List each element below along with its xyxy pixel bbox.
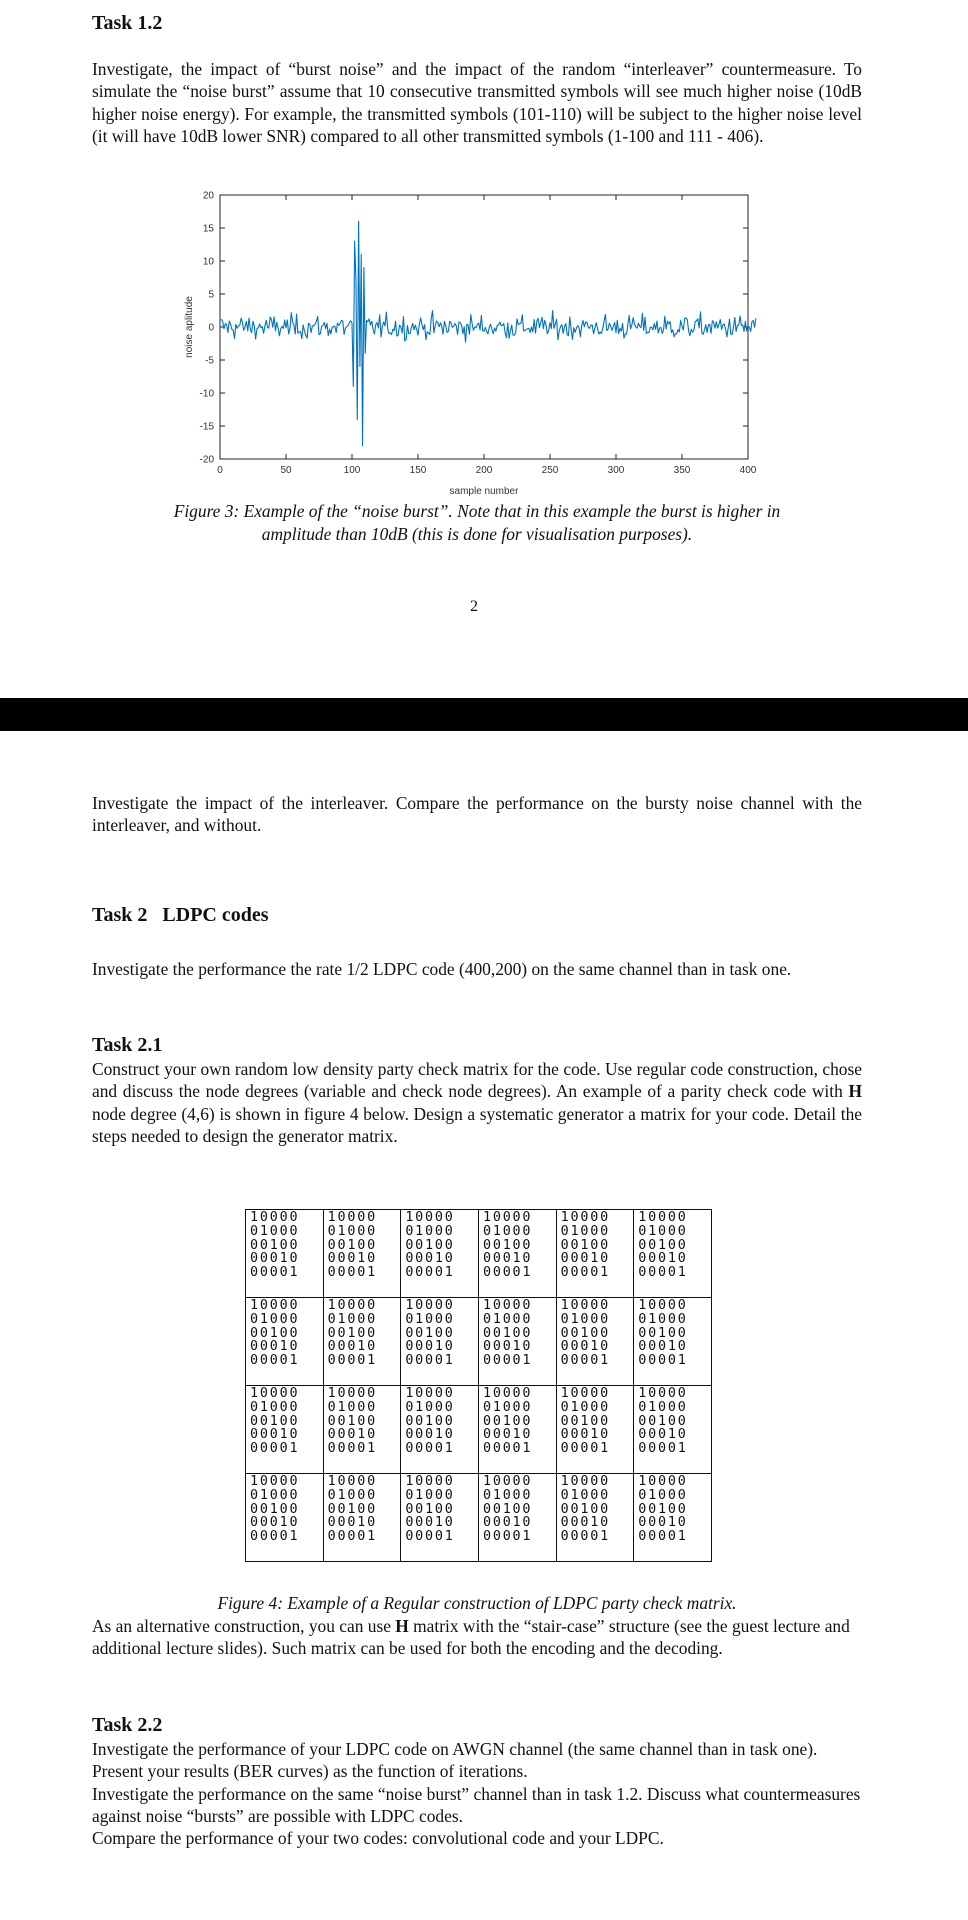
matrix-row-bits: 10000 [327, 1210, 377, 1225]
matrix-row-bits: 00100 [638, 1237, 688, 1253]
y-tick-label-6: -10 [199, 388, 214, 400]
x-tick-label-3: 150 [409, 465, 427, 476]
matrix-row-bits: 10000 [405, 1298, 455, 1313]
task-2-paragraph: Investigate the performance the rate 1/2 LDPC code (400,200) on the same channel than in task one. [92, 959, 792, 979]
matrix-row-bits: 00010 [405, 1251, 455, 1267]
matrix-row-bits: 00010 [250, 1339, 300, 1355]
matrix-row-bits: 00100 [250, 1501, 300, 1517]
matrix-row-bits: 01000 [327, 1487, 377, 1503]
x-tick-label-0: 0 [217, 465, 223, 476]
matrix-block-row [246, 1386, 712, 1474]
matrix-row-bits: 01000 [405, 1399, 455, 1415]
matrix-block [478, 1474, 556, 1562]
matrix-row-bits: 10000 [250, 1386, 300, 1401]
matrix-row-bits: 00001 [638, 1353, 688, 1369]
matrix-row-bits: 10000 [482, 1298, 533, 1313]
matrix-row-bits: 01000 [250, 1223, 300, 1239]
matrix-row-bits: 01000 [250, 1399, 300, 1415]
x-tick-label-1: 50 [280, 465, 292, 476]
x-tick-label-8: 400 [739, 465, 757, 476]
task-2-2-paragraph [92, 1738, 862, 1849]
matrix-row-bits: 00100 [250, 1413, 300, 1429]
matrix-row-bits: 10000 [482, 1386, 533, 1401]
matrix-row-bits: 00001 [405, 1265, 455, 1281]
matrix-row-bits: 01000 [405, 1311, 455, 1327]
matrix-block [478, 1298, 556, 1386]
matrix-row-bits: 00100 [250, 1325, 300, 1341]
y-tick-label-5: -5 [205, 355, 214, 367]
task-2-2-sentence-3: Compare the performance of your two codes: convolutional code and your LDPC. [92, 1828, 664, 1849]
matrix-row-bits: 00010 [560, 1251, 610, 1267]
matrix-row-bits: 00010 [638, 1339, 688, 1355]
matrix-row-bits: 01000 [482, 1223, 533, 1239]
matrix-row-bits: 00001 [250, 1441, 300, 1457]
matrix-block [323, 1386, 401, 1474]
matrix-row-bits: 10000 [638, 1210, 688, 1225]
task-2-2-heading: Task 2.2 [92, 1714, 163, 1736]
matrix-row-bits: 10000 [482, 1210, 533, 1225]
matrix-row-bits: 00010 [405, 1339, 455, 1355]
matrix-row-bits: 01000 [482, 1311, 533, 1327]
figure-3-caption-line-2: amplitude than 10dB (this is done for visualisation purposes). [261, 524, 693, 544]
matrix-row-bits: 00010 [638, 1427, 688, 1443]
matrix-block [634, 1386, 712, 1474]
matrix-block [634, 1298, 712, 1386]
matrix-row-bits: 00100 [250, 1237, 300, 1253]
matrix-row-bits: 00100 [560, 1501, 610, 1517]
matrix-row-bits: 00001 [638, 1265, 688, 1281]
matrix-row-bits: 00100 [327, 1501, 377, 1517]
matrix-block [556, 1474, 634, 1562]
matrix-block [401, 1298, 479, 1386]
y-tick-label-8: -20 [199, 454, 214, 466]
matrix-block-row [246, 1474, 712, 1562]
y-tick-label-2: 10 [202, 256, 214, 268]
task-2-2-sentence-1: Investigate the performance of your LDPC code on AWGN channel (the same channel than in task one). Present your results (BER curves) as the function of iterations. [92, 1739, 818, 1782]
matrix-row-bits: 00010 [482, 1251, 533, 1267]
matrix-row-bits: 01000 [638, 1399, 688, 1415]
matrix-row-bits: 00010 [327, 1515, 377, 1531]
y-tick-label-3: 5 [208, 289, 214, 301]
x-tick-label-2: 100 [343, 465, 361, 476]
matrix-block-row [246, 1298, 712, 1386]
y-tick-labels [200, 191, 215, 466]
task-2-2-sentence-2: Investigate the performance on the same “noise burst” channel than in task 1.2. Discuss what countermeasures against noise “bursts” are possible with LDPC codes. [92, 1783, 861, 1826]
page-break-bar [0, 698, 968, 731]
matrix-row-bits: 01000 [327, 1311, 377, 1327]
page-number: 2 [470, 598, 478, 615]
matrix-row-bits: 00010 [327, 1251, 377, 1267]
matrix-row-bits: 01000 [482, 1487, 533, 1503]
matrix-block [478, 1386, 556, 1474]
matrix-block [246, 1474, 324, 1562]
matrix-row-bits: 00100 [405, 1325, 455, 1341]
matrix-row-bits: 00001 [405, 1353, 455, 1369]
matrix-row-bits: 00001 [560, 1441, 610, 1457]
y-tick-label-4: 0 [208, 322, 214, 334]
noise-burst-chart [180, 186, 780, 502]
matrix-block [323, 1474, 401, 1562]
matrix-row-bits: 01000 [638, 1311, 688, 1327]
matrix-row-bits: 00100 [560, 1325, 610, 1341]
matrix-block [246, 1298, 324, 1386]
matrix-row-bits: 00010 [250, 1251, 300, 1267]
matrix-row-bits: 10000 [250, 1474, 300, 1489]
matrix-block [634, 1210, 712, 1298]
figure-3-caption-line-1: Figure 3: Example of the “noise burst”. Note that in this example the burst is higher in [173, 501, 781, 521]
matrix-row-bits: 00100 [638, 1413, 688, 1429]
matrix-row-bits: 00010 [405, 1515, 455, 1531]
matrix-block [556, 1298, 634, 1386]
matrix-row-bits: 01000 [560, 1311, 610, 1327]
matrix-row-bits: 00010 [405, 1427, 455, 1443]
matrix-row-bits: 00001 [482, 1441, 533, 1457]
matrix-row-bits: 00001 [638, 1529, 688, 1545]
matrix-block [246, 1210, 324, 1298]
matrix-row-bits: 00010 [250, 1515, 300, 1531]
matrix-row-bits: 01000 [405, 1487, 455, 1503]
alternative-construction-paragraph: As an alternative construction, you can use H matrix with the “stair-case” structure (see the guest lecture and additional lecture slides). Such matrix can be used for both the encoding and the decoding. [92, 1616, 850, 1659]
matrix-block [401, 1386, 479, 1474]
matrix-row-bits: 00100 [405, 1237, 455, 1253]
interleaver-paragraph: Investigate the impact of the interleaver. Compare the performance on the bursty noise channel with the interleaver, and without. [92, 793, 862, 836]
matrix-row-bits: 00001 [405, 1441, 455, 1457]
y-tick-label-7: -15 [199, 421, 214, 433]
matrix-row-bits: 00100 [482, 1501, 533, 1517]
x-tick-label-6: 300 [607, 465, 625, 476]
matrix-block-row [246, 1210, 712, 1298]
matrix-row-bits: 00010 [482, 1427, 533, 1443]
matrix-row-bits: 00100 [327, 1237, 377, 1253]
matrix-block [323, 1298, 401, 1386]
matrix-row-bits: 10000 [327, 1298, 377, 1313]
matrix-row-bits: 10000 [250, 1210, 300, 1225]
matrix-row-bits: 00100 [405, 1501, 455, 1517]
matrix-row-bits: 01000 [560, 1223, 610, 1239]
task-2-1-heading: Task 2.1 [92, 1034, 163, 1056]
y-tick-label-0: 20 [202, 190, 214, 202]
matrix-block [556, 1386, 634, 1474]
x-tick-label-7: 350 [673, 465, 691, 476]
matrix-row-bits: 10000 [560, 1298, 610, 1313]
matrix-row-bits: 10000 [327, 1386, 377, 1401]
matrix-block [401, 1210, 479, 1298]
matrix-block [478, 1210, 556, 1298]
matrix-row-bits: 00001 [250, 1265, 300, 1281]
matrix-row-bits: 00010 [560, 1515, 610, 1531]
matrix-row-bits: 00001 [405, 1529, 455, 1545]
matrix-row-bits: 01000 [405, 1223, 455, 1239]
x-axis-label: sample number [449, 486, 519, 497]
matrix-row-bits: 10000 [250, 1298, 300, 1313]
matrix-row-bits: 00001 [560, 1265, 610, 1281]
matrix-row-bits: 10000 [560, 1474, 610, 1489]
y-tick-label-1: 15 [202, 223, 214, 235]
matrix-row-bits: 10000 [560, 1210, 610, 1225]
matrix-block [323, 1210, 401, 1298]
matrix-row-bits: 01000 [250, 1311, 300, 1327]
matrix-row-bits: 00100 [638, 1501, 688, 1517]
task-1-2-paragraph: Investigate, the impact of “burst noise” and the impact of the random “interleaver” countermeasure. To simulate the “noise burst” assume that 10 consecutive transmitted symbols will see much higher noise (10dB higher noise energy). For example, the transmitted symbols (101-110) will be subject to the higher noise level (it will have 10dB lower SNR) compared to all other transmitted symbols (1-100 and 111 - 406). [92, 59, 862, 146]
page-1 [0, 0, 968, 692]
matrix-row-bits: 01000 [250, 1487, 300, 1503]
matrix-row-bits: 00010 [482, 1515, 533, 1531]
matrix-row-bits: 01000 [327, 1223, 377, 1239]
matrix-row-bits: 00001 [327, 1353, 377, 1369]
matrix-row-bits: 00001 [482, 1265, 533, 1281]
matrix-row-bits: 00010 [327, 1339, 377, 1355]
x-tick-labels [217, 465, 757, 476]
matrix-row-bits: 00010 [250, 1427, 300, 1443]
matrix-row-bits: 00100 [327, 1413, 377, 1429]
task-2-heading [92, 904, 269, 927]
matrix-row-bits: 00001 [560, 1353, 610, 1369]
matrix-row-bits: 10000 [560, 1386, 610, 1401]
matrix-row-bits: 00010 [638, 1515, 688, 1531]
task-2-1-paragraph: Construct your own random low density party check matrix for the code. Use regular code construction, chose and discuss the node degrees (variable and check node degrees). An example of a parity check code with H node degree (4,6) is shown in figure 4 below. Design a systematic generator a matrix for your code. Detail the steps needed to design the generator matrix. [92, 1059, 862, 1146]
task-1-2-heading: Task 1.2 [92, 12, 163, 34]
plot-frame [220, 195, 748, 459]
matrix-row-bits: 01000 [638, 1223, 688, 1239]
matrix-row-bits: 00100 [560, 1413, 610, 1429]
matrix-row-bits: 00100 [482, 1325, 533, 1341]
matrix-row-bits: 01000 [638, 1487, 688, 1503]
matrix-block [401, 1474, 479, 1562]
matrix-row-bits: 00100 [560, 1237, 610, 1253]
matrix-row-bits: 00001 [250, 1353, 300, 1369]
matrix-block [246, 1386, 324, 1474]
matrix-row-bits: 00001 [482, 1529, 533, 1545]
matrix-row-bits: 00010 [560, 1427, 610, 1443]
matrix-row-bits: 00001 [327, 1265, 377, 1281]
matrix-row-bits: 00001 [560, 1529, 610, 1545]
matrix-row-bits: 10000 [482, 1474, 533, 1489]
matrix-row-bits: 10000 [638, 1474, 688, 1489]
matrix-row-bits: 00010 [327, 1427, 377, 1443]
matrix-row-bits: 01000 [482, 1399, 533, 1415]
matrix-row-bits: 10000 [405, 1474, 455, 1489]
matrix-row-bits: 00010 [482, 1339, 533, 1355]
matrix-row-bits: 10000 [405, 1210, 455, 1225]
matrix-row-bits: 00010 [638, 1251, 688, 1267]
task-2-heading-text: Task 2 LDPC codes [92, 904, 269, 926]
matrix-row-bits: 00100 [482, 1237, 533, 1253]
matrix-row-bits: 10000 [405, 1386, 455, 1401]
ldpc-parity-check-matrix [245, 1209, 712, 1562]
matrix-block [634, 1474, 712, 1562]
x-tick-label-5: 250 [541, 465, 559, 476]
matrix-row-bits: 00001 [482, 1353, 533, 1369]
matrix-row-bits: 01000 [560, 1487, 610, 1503]
matrix-row-bits: 00010 [560, 1339, 610, 1355]
matrix-block [556, 1210, 634, 1298]
matrix-row-bits: 00001 [327, 1529, 377, 1545]
figure-4-caption: Figure 4: Example of a Regular construction of LDPC party check matrix. [217, 1593, 737, 1613]
matrix-row-bits: 00001 [638, 1441, 688, 1457]
matrix-row-bits: 00001 [327, 1441, 377, 1457]
matrix-row-bits: 01000 [327, 1399, 377, 1415]
matrix-row-bits: 00100 [482, 1413, 533, 1429]
matrix-row-bits: 00100 [327, 1325, 377, 1341]
y-axis-label: noise aplitude [184, 296, 195, 358]
matrix-row-bits: 00100 [405, 1413, 455, 1429]
matrix-row-bits: 00100 [638, 1325, 688, 1341]
matrix-row-bits: 10000 [638, 1298, 688, 1313]
x-tick-label-4: 200 [475, 465, 493, 476]
matrix-row-bits: 10000 [327, 1474, 377, 1489]
matrix-row-bits: 00001 [250, 1529, 300, 1545]
matrix-row-bits: 01000 [560, 1399, 610, 1415]
matrix-row-bits: 10000 [638, 1386, 688, 1401]
